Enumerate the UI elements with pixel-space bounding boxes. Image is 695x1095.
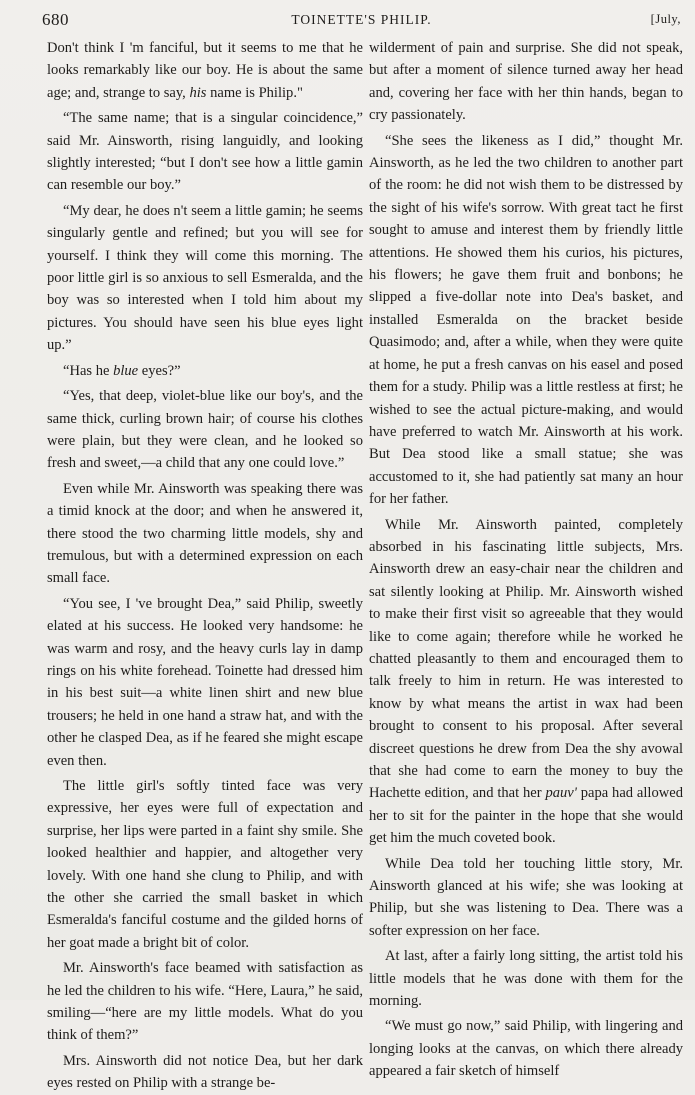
paragraph-text: name is Philip." [206,84,303,101]
paragraph [47,200,363,357]
paragraph [369,37,683,127]
paragraph-text: “My dear, he does n't seem a little gamin; he seems singularly gentle and refined; but you will see for yourself. I think they will come this morning. The poor little girl is so anxious to sell Esmeralda, and the boy was so interested when I told him about my pictures. You should have seen his blue eyes light up.” [47,202,363,354]
paragraph [47,775,363,954]
paragraph-text: “The same name; that is a singular coincidence,” said Mr. Ainsworth, rising languidly, and looking slightly interested; “but I don't see how a little gamin can resemble our boy.” [47,110,363,194]
paragraph [47,478,363,590]
paragraph [47,107,363,197]
paragraph-text: Mr. Ainsworth's face beamed with satisfaction as he led the children to his wife. “Here, Laura,” he said, smiling—“here are my little models. What do you think of them?” [47,960,363,1044]
paragraph-text: “Has he [63,362,114,379]
paragraph [369,945,683,1012]
italic-text: blue [113,362,139,379]
paragraph-text: “She sees the likeness as I did,” thought Mr. Ainsworth, as he led the two children to another part of the room: he did not wish them to be distressed by the sight of his wife's sorrow. With great tact he first sought to amuse and interest them by friendly little attentions. He showed them his curios, his pictures, his flowers; he gave them fruit and bonbons; he slipped a five-dollar note into Dea's basket, and installed Esmeralda on the bracket beside Quasimodo; and, after a while, when they were quite at home, he put a fresh canvas on his easel and posed them for a study. Philip was a little restless at first; he wished to see the actual picture-making, and would have preferred to watch Mr. Ainsworth at his work. But Dea stood like a small statue; she was accustomed to it, she had patiently sat many an hour for her father. [369,132,683,508]
paragraph-text: While Mr. Ainsworth painted, completely absorbed in his fascinating little subjects, Mrs. Ainsworth drew an easy-chair near the children and sat silently looking at Philip. Mr. Ainsworth wished to make their first visit so agreeable that they would like to come again; therefore while he worked he chatted pleasantly to them and encouraged them to talk freely to him in return. He was interested to know by what means the artist in wax had been brought to consent to his proposal. After several discreet questions he drew from Dea the shy avowal that she had come to earn the money to buy the Hachette edition, and that her [369,516,683,802]
paragraph [47,37,363,104]
paragraph-text: “You see, I 've brought Dea,” said Philip, sweetly elated at his success. He looked very handsome: he was warm and rosy, and the heavy curls lay in damp rings on his white forehead. Toinette had dressed him in his best suit—a white linen shirt and new blue trousers; he held in one hand a straw hat, and with the other he clasped Dea, as if he feared she might escape even then. [47,595,363,769]
paragraph-text: Mrs. Ainsworth did not notice Dea, but her dark eyes rested on Philip with a strange be- [47,1052,363,1092]
paragraph [47,957,363,1047]
page-number: 680 [42,10,69,29]
italic-text: pauv' [545,785,577,802]
paragraph [47,593,363,772]
page-header [42,10,681,34]
paragraph-text: papa had allowed her to sit for the painter in the hope that she would get him the much coveted book. [369,785,683,847]
paragraph [369,514,683,850]
issue-month: [July, [650,12,681,26]
paragraph-text: While Dea told her touching little story, Mr. Ainsworth glanced at his wife; she was looking at Philip, but she was listening to Dea. There was a softer expression on her face. [369,855,683,939]
paragraph-text: The little girl's softly tinted face was very expressive, her eyes were full of expectation and surprise, her lips were parted in a faint shy smile. She looked healthier and happier, and altogether very lovely. With one hand she clung to Philip, and with the other she carried the small basket in which Esmeralda's fanciful costume and the gilded horns of her goat made a bright bit of color. [47,778,363,951]
paragraph-text: Even while Mr. Ainsworth was speaking there was a timid knock at the door; and when he answered it, there stood the two charming little models, shy and tremulous, but with a determined expression on each small face. [47,480,363,587]
paragraph-text: eyes?” [138,362,181,379]
italic-text: his [189,84,207,101]
paragraph-text: wilderment of pain and surprise. She did not speak, but after a moment of silence turned away her head and, covering her face with her thin hands, began to cry passionately. [369,40,683,124]
paragraph-text: “We must go now,” said Philip, with lingering and longing looks at the canvas, on which there already appeared a fair sketch of himself [369,1018,683,1080]
paragraph [369,130,683,511]
paragraph [369,1015,683,1082]
paragraph [47,360,363,382]
paragraph-text: Don't think I 'm fanciful, but it seems to me that he looks remarkably like our boy. He is about the same age; and, strange to say, [47,40,363,101]
paragraph-text: At last, after a fairly long sitting, the artist told his little models that he was done with them for the morning. [369,948,683,1010]
paragraph [369,853,683,943]
paragraph-text: “Yes, that deep, violet-blue like our boy's, and the same thick, curling brown hair; of course his clothes were plain, but they were clean, and he looked so fresh and sweet,—a child that any one could love.” [47,388,363,472]
paragraph [47,385,363,475]
running-title: TOINETTE'S PHILIP. [291,12,432,27]
paragraph [47,1050,363,1095]
right-text-column [369,37,683,1083]
left-text-column [47,37,363,1095]
